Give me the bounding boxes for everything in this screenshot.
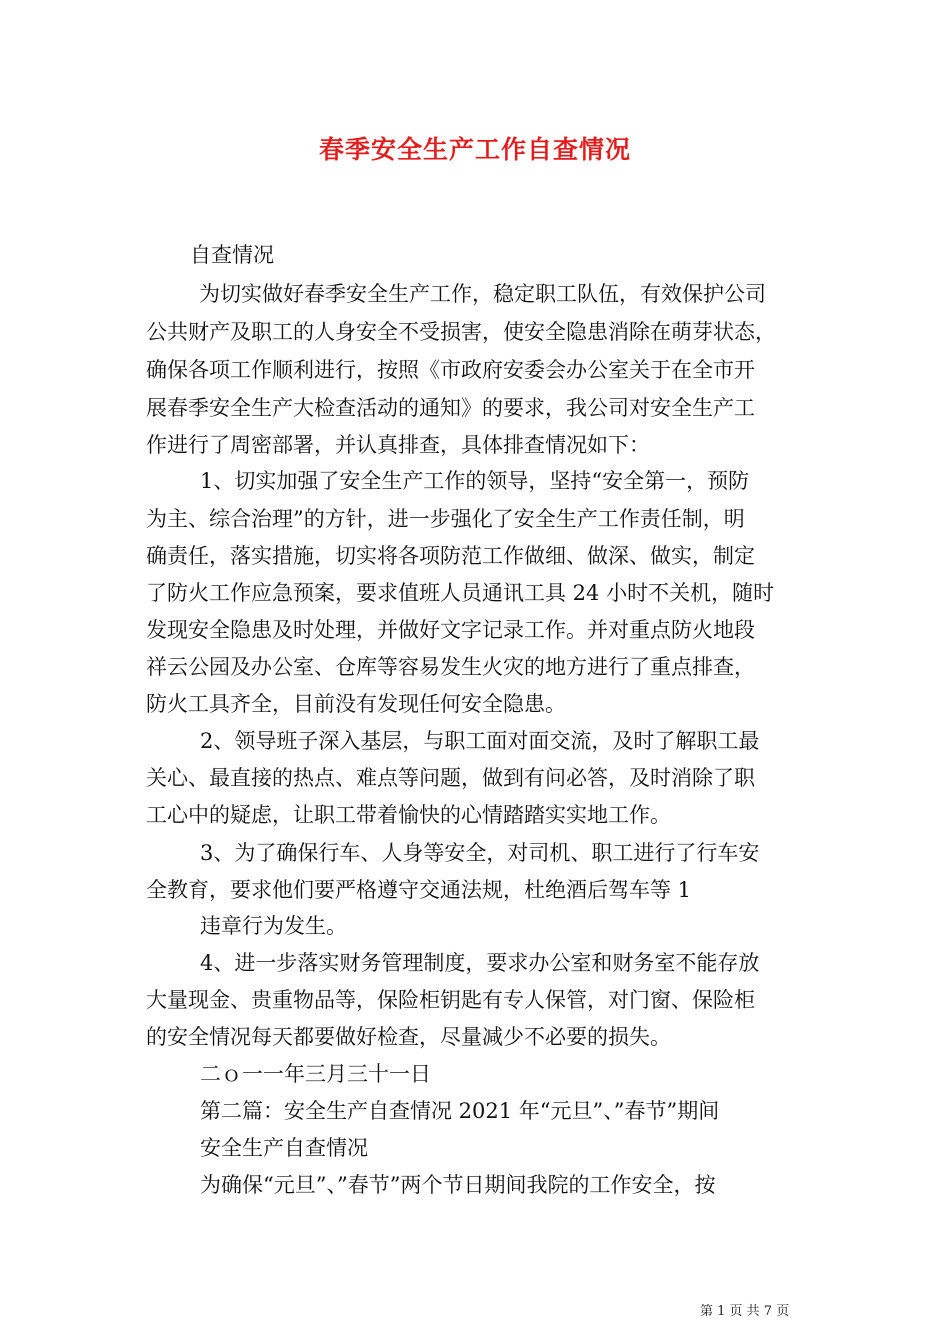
paragraph-line: 违章行为发生。 [200, 914, 347, 938]
paragraph-line: 1、切实加强了安全生产工作的领导，坚持“安全第一，预防 [200, 469, 750, 493]
paragraph-line: 防火工具齐全，目前没有发现任何安全隐患。 [146, 692, 566, 716]
paragraph-line: 确责任，落实措施，切实将各项防范工作做细、做深、做实，制定 [146, 544, 755, 568]
paragraph-line: 大量现金、贵重物品等，保险柜钥匙有专人保管，对门窗、保险柜 [146, 988, 755, 1012]
date-line: 二ｏ一一年三月三十一日 [200, 1062, 431, 1086]
section-heading: 第二篇：安全生产自查情况 2021 年“元旦”、”春节”期间 [200, 1099, 720, 1123]
paragraph-line: 公共财产及职工的人身安全不受损害，使安全隐患消除在萌芽状态， [146, 320, 776, 344]
paragraph-line: 关心、最直接的热点、难点等问题，做到有问必答，及时消除了职 [146, 766, 755, 790]
page-indicator: 第 1 页 共 7 页 [700, 1304, 790, 1319]
paragraph-line: 确保各项工作顺利进行，按照《市政府安委会办公室关于在全市开 [146, 358, 755, 382]
paragraph-line: 为确保“元旦”、”春节”两个节日期间我院的工作安全，按 [200, 1173, 716, 1197]
paragraph-line: 工心中的疑虑，让职工带着愉快的心情踏踏实实地工作。 [146, 803, 671, 827]
paragraph-line: 3、为了确保行车、人身等安全，对司机、职工进行了行车安 [200, 841, 760, 865]
section-heading: 安全生产自查情况 [200, 1136, 368, 1160]
paragraph-line: 4、进一步落实财务管理制度，要求办公室和财务室不能存放 [200, 951, 760, 975]
paragraph-line: 2、领导班子深入基层，与职工面对面交流，及时了解职工最 [200, 729, 760, 753]
paragraph-line: 的安全情况每天都要做好检查，尽量减少不必要的损失。 [146, 1025, 671, 1049]
page-title: 春季安全生产工作自查情况 [318, 135, 631, 164]
paragraph-line: 发现安全隐患及时处理，并做好文字记录工作。并对重点防火地段 [146, 618, 755, 642]
paragraph-line: 全教育，要求他们要严格遵守交通法规，杜绝酒后驾车等 1 [146, 878, 692, 902]
paragraph-line: 祥云公园及办公室、仓库等容易发生火灾的地方进行了重点排查， [146, 655, 755, 679]
paragraph-line: 展春季安全生产大检查活动的通知》的要求，我公司对安全生产工 [146, 396, 755, 420]
paragraph-line: 作进行了周密部署，并认真排查，具体排查情况如下： [146, 433, 650, 457]
section-heading: 自查情况 [190, 243, 274, 267]
paragraph-line: 了防火工作应急预案，要求值班人员通讯工具 24 小时不关机，随时 [146, 581, 775, 605]
paragraph-line: 为切实做好春季安全生产工作，稳定职工队伍，有效保护公司 [199, 282, 766, 306]
paragraph-line: 为主、综合治理”的方针，进一步强化了安全生产工作责任制，明 [146, 507, 745, 531]
